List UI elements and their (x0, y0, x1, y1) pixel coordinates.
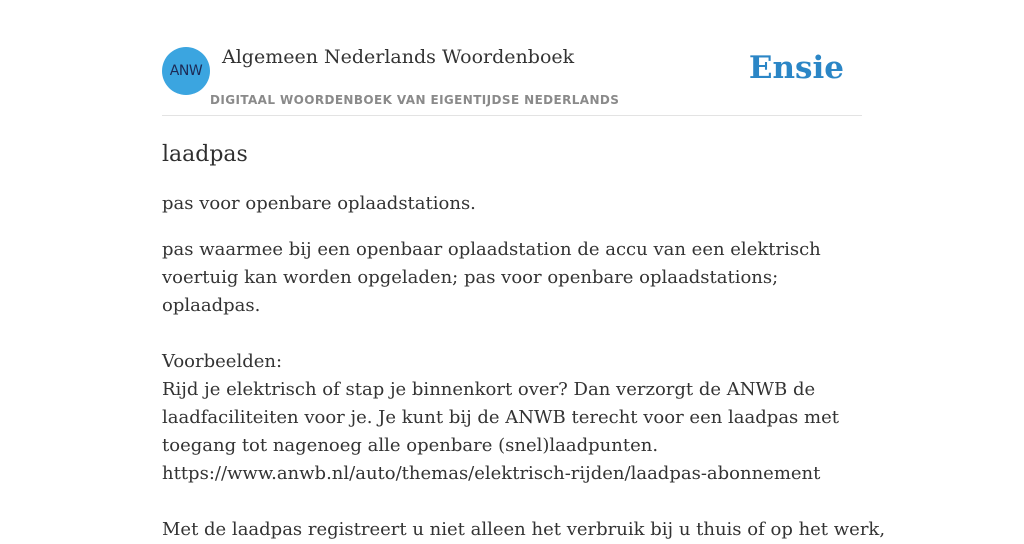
example-1 (162, 376, 862, 488)
long-definition: pas waarmee bij een openbaar oplaadstation de accu van een elektrisch voertuig kan worden opgeladen; pas voor openbare oplaadstations; oplaadpas. (162, 239, 821, 316)
example-2-line: Met de laadpas registreert u niet alleen het verbruik bij u thuis of op het werk, (162, 519, 886, 540)
example-1-line: Rijd je elektrisch of stap je binnenkort over? Dan verzorgt de ANWB de (162, 379, 816, 400)
site-subtitle: DIGITAAL WOORDENBOEK VAN EIGENTIJDSE NEDERLANDS (210, 93, 620, 107)
site-title[interactable]: Algemeen Nederlands Woordenboek (222, 46, 575, 68)
example-2 (162, 516, 886, 544)
example-1-source-link[interactable]: https://www.anwb.nl/auto/themas/elektrisch-rijden/laadpas-abonnement (162, 463, 821, 484)
ensie-brand-link[interactable]: Ensie (748, 50, 844, 86)
spacer (162, 320, 862, 348)
site-header (162, 0, 862, 116)
anw-logo[interactable]: ANW (162, 47, 210, 95)
example-1-line: toegang tot nagenoeg alle openbare (snel)laadpunten. (162, 435, 659, 456)
examples-label: Voorbeelden: (162, 351, 283, 372)
spacer (162, 488, 862, 516)
example-1-line: laadfaciliteiten voor je. Je kunt bij de ANWB terecht voor een laadpas met (162, 407, 839, 428)
entry-content (162, 140, 886, 544)
short-definition: pas voor openbare oplaadstations. (162, 193, 476, 214)
entry-title: laadpas (162, 142, 248, 167)
